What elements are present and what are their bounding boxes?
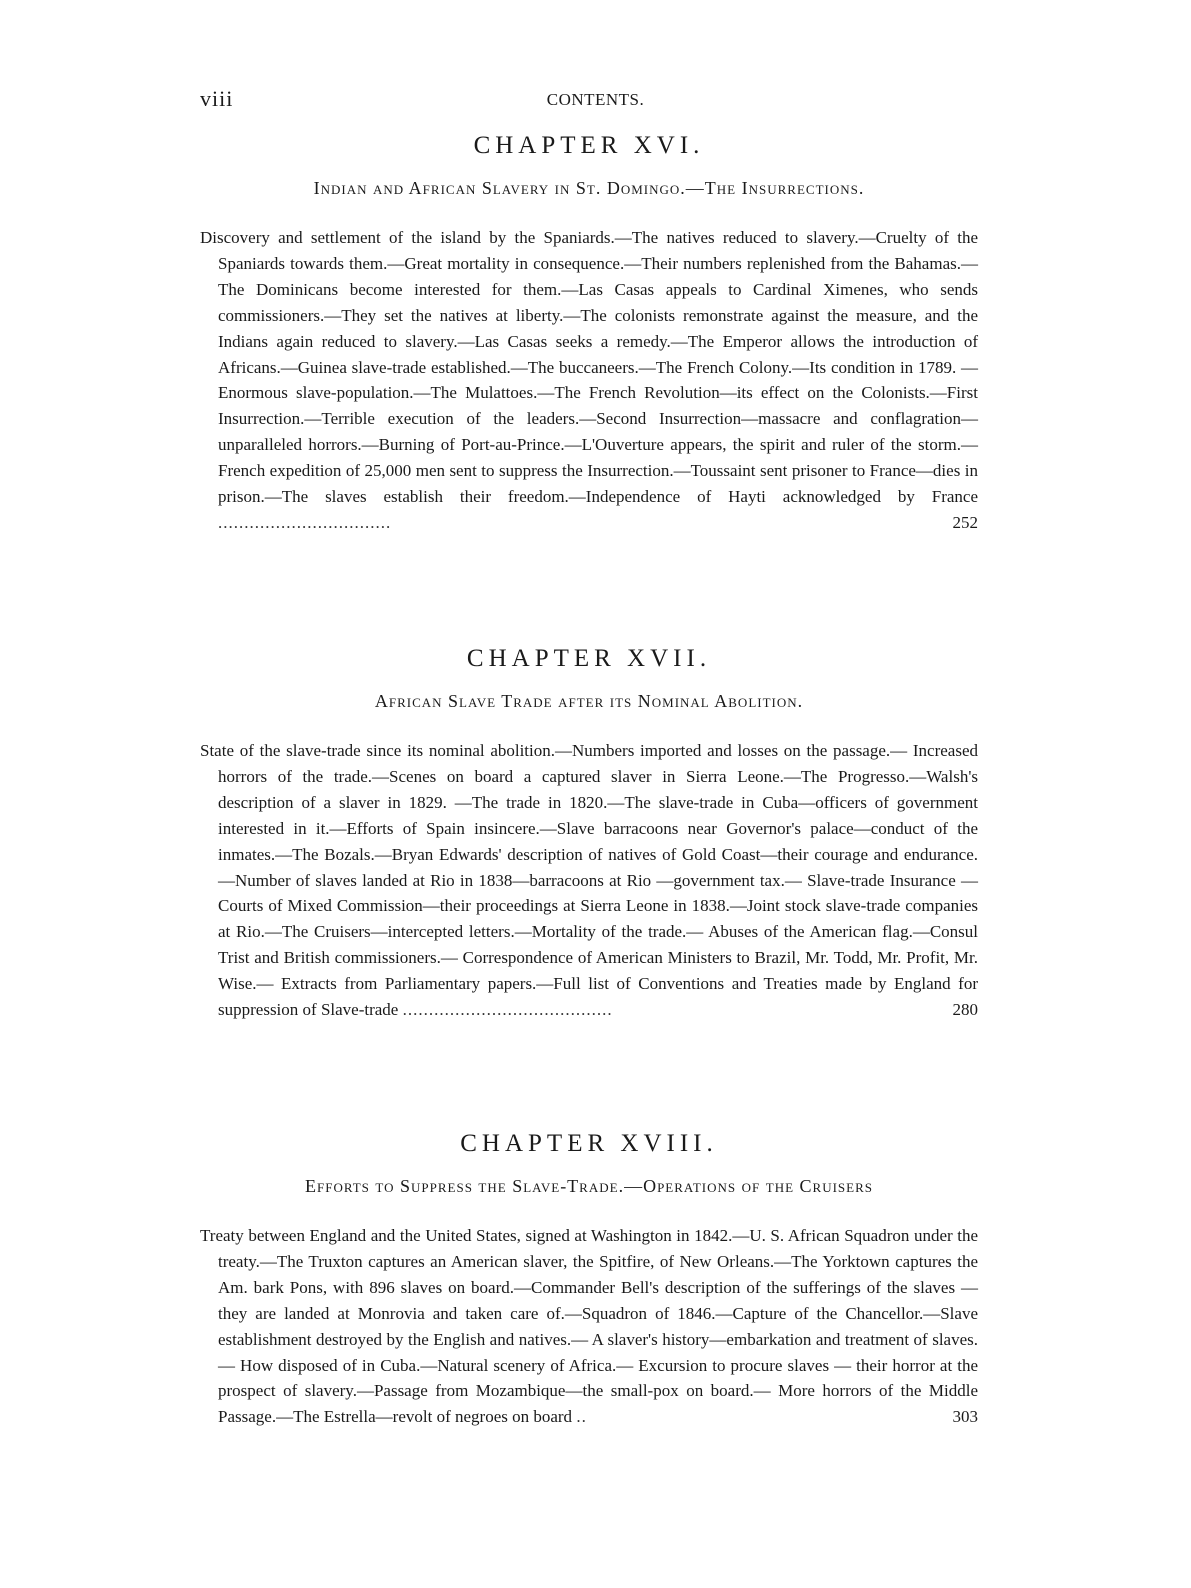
chapter-summary	[200, 225, 978, 536]
chapter-title: CHAPTER XVI.	[473, 132, 705, 159]
chapter-subtitle: Efforts to Suppress the Slave-Trade.—Operations of the Cruisers	[305, 1176, 873, 1196]
chapter-section	[200, 132, 978, 536]
chapter-summary	[200, 1223, 978, 1430]
chapter-subtitle: African Slave Trade after its Nominal Abolition.	[374, 691, 804, 711]
chapter-title: CHAPTER XVIII.	[460, 1130, 718, 1157]
page-reference: 252	[952, 512, 978, 532]
summary-text: Treaty between England and the United States, signed at Washington in 1842.—U. S. African Squadron under the treaty.—The Truxton captures an American slaver, the Spitfire, of New Orleans.—The Yorktown captures the Am. bark Pons, with 896 slaves on board.—Commander Bell's description of the sufferings of the slaves —they are landed at Monrovia and taken care of.—Squadron of 1846.—Capture of the Chancellor.—Slave establishment destroyed by the English and natives.— A slaver's history—embarkation and treatment of slaves.— How disposed of in Cuba.—Natural scenery of Africa.— Excursion to procure slaves — their horror at the prospect of slavery.—Passage from Mozambique—the small-pox on board.— More horrors of the Middle Passage.—The Estrella—revolt of negroes on board	[200, 1226, 978, 1427]
dot-leader: ..	[576, 1407, 587, 1427]
summary-text: Discovery and settlement of the island by the Spaniards.—The natives reduced to slavery.—Cruelty of the Spaniards towards them.—Great mortality in consequence.—Their numbers replenished from the Bahamas.—The Dominicans become interested for them.—Las Casas appeals to Cardinal Ximenes, who sends commissioners.—They set the natives at liberty.—The colonists remonstrate against the measure, and the Indians again reduced to slavery.—Las Casas seeks a remedy.—The Emperor allows the introduction of Africans.—Guinea slave-trade established.—The buccaneers.—The French Colony.—Its condition in 1789. —Enormous slave-population.—The Mulattoes.—The French Revolution—its effect on the Colonists.—First Insurrection.—Terrible execution of the leaders.—Second Insurrection—massacre and conflagration—unparalleled horrors.—Burning of Port-au-Prince.—L'Ouverture appears, the spirit and ruler of the storm.—French expedition of 25,000 men sent to suppress the Insurrection.—Toussaint sent prisoner to France—dies in prison.—The slaves establish their freedom.—Independence of Hayti acknowledged by France	[200, 228, 978, 507]
chapter-title: CHAPTER XVII.	[466, 645, 712, 672]
page-reference: 280	[952, 1000, 978, 1020]
summary-text: State of the slave-trade since its nominal abolition.—Numbers imported and losses on the passage.— Increased horrors of the trade.—Scenes on board a captured slaver in Sierra Leone.—The Progresso.—Walsh's description of a slaver in 1829. —The trade in 1820.—The slave-trade in Cuba—officers of government interested in it.—Efforts of Spain insincere.—Slave barracoons near Governor's palace—conduct of the inmates.—The Bozals.—Bryan Edwards' description of natives of Gold Coast—their courage and endurance.—Number of slaves landed at Rio in 1838—barracoons at Rio —government tax.— Slave-trade Insurance — Courts of Mixed Commission—their proceedings at Sierra Leone in 1838.—Joint stock slave-trade companies at Rio.—The Cruisers—intercepted letters.—Mortality of the trade.— Abuses of the American flag.—Consul Trist and British commissioners.— Correspondence of American Ministers to Brazil, Mr. Todd, Mr. Profit, Mr. Wise.— Extracts from Parliamentary papers.—Full list of Conventions and Treaties made by England for suppression of Slave-trade	[200, 741, 978, 1020]
chapter-subtitle: Indian and African Slavery in St. Domingo.—The Insurrections.	[313, 178, 865, 198]
dot-leader: .................................	[218, 512, 392, 532]
chapter-section	[200, 1130, 978, 1430]
dot-leader: ........................................	[402, 1000, 613, 1020]
page-reference: 303	[952, 1407, 978, 1427]
chapter-section	[200, 645, 978, 1023]
running-head: CONTENTS.	[546, 90, 645, 109]
chapter-summary	[200, 738, 978, 1023]
page-number: viii	[200, 86, 234, 111]
